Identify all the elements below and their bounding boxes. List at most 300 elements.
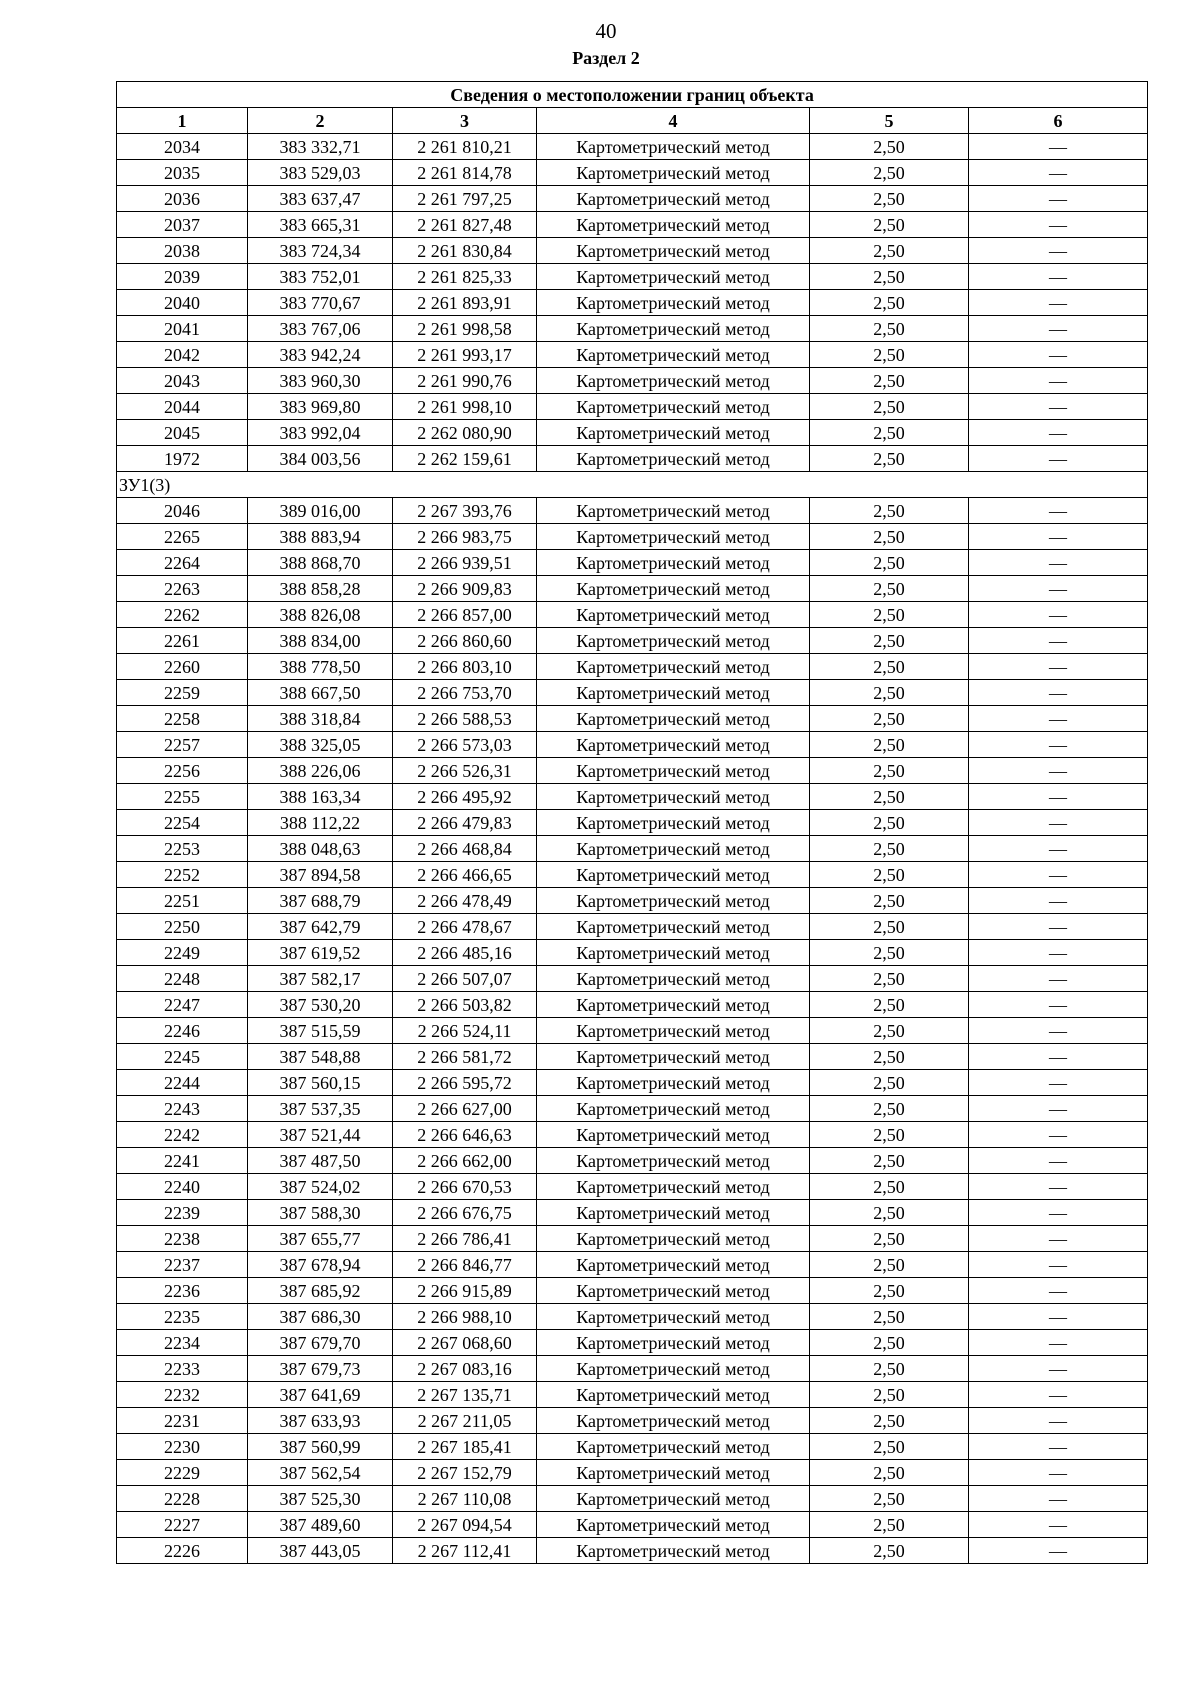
accuracy-cell: 2,50: [810, 1434, 969, 1460]
x-coordinate-cell: 387 678,94: [248, 1252, 393, 1278]
y-coordinate-cell: 2 266 860,60: [393, 628, 537, 654]
x-coordinate-cell: 387 548,88: [248, 1044, 393, 1070]
x-coordinate-cell: 388 318,84: [248, 706, 393, 732]
point-number-cell: 2265: [117, 524, 248, 550]
table-body: [117, 134, 1148, 1564]
x-coordinate-cell: 387 521,44: [248, 1122, 393, 1148]
description-cell: —: [969, 1330, 1148, 1356]
y-coordinate-cell: 2 266 983,75: [393, 524, 537, 550]
x-coordinate-cell: 387 560,15: [248, 1070, 393, 1096]
x-coordinate-cell: 388 163,34: [248, 784, 393, 810]
table-row: [117, 784, 1148, 810]
description-cell: —: [969, 1434, 1148, 1460]
method-cell: Картометрический метод: [537, 134, 810, 160]
x-coordinate-cell: 387 525,30: [248, 1486, 393, 1512]
y-coordinate-cell: 2 266 479,83: [393, 810, 537, 836]
x-coordinate-cell: 383 969,80: [248, 394, 393, 420]
method-cell: Картометрический метод: [537, 810, 810, 836]
x-coordinate-cell: 388 834,00: [248, 628, 393, 654]
point-number-cell: 2231: [117, 1408, 248, 1434]
y-coordinate-cell: 2 266 478,67: [393, 914, 537, 940]
x-coordinate-cell: 387 655,77: [248, 1226, 393, 1252]
description-cell: —: [969, 1408, 1148, 1434]
method-cell: Картометрический метод: [537, 238, 810, 264]
y-coordinate-cell: 2 266 466,65: [393, 862, 537, 888]
accuracy-cell: 2,50: [810, 1408, 969, 1434]
accuracy-cell: 2,50: [810, 1174, 969, 1200]
description-cell: —: [969, 524, 1148, 550]
point-number-cell: 2258: [117, 706, 248, 732]
description-cell: —: [969, 992, 1148, 1018]
y-coordinate-cell: 2 261 998,58: [393, 316, 537, 342]
method-cell: Картометрический метод: [537, 1070, 810, 1096]
accuracy-cell: 2,50: [810, 1382, 969, 1408]
method-cell: Картометрический метод: [537, 836, 810, 862]
point-number-cell: 2256: [117, 758, 248, 784]
description-cell: —: [969, 1122, 1148, 1148]
method-cell: Картометрический метод: [537, 1486, 810, 1512]
method-cell: Картометрический метод: [537, 186, 810, 212]
method-cell: Картометрический метод: [537, 1122, 810, 1148]
table-row: [117, 602, 1148, 628]
accuracy-cell: 2,50: [810, 1356, 969, 1382]
description-cell: —: [969, 212, 1148, 238]
accuracy-cell: 2,50: [810, 550, 969, 576]
description-cell: —: [969, 1174, 1148, 1200]
x-coordinate-cell: 387 489,60: [248, 1512, 393, 1538]
point-number-cell: 2259: [117, 680, 248, 706]
table-row: [117, 628, 1148, 654]
boundary-coordinates-table: [116, 81, 1148, 1564]
accuracy-cell: 2,50: [810, 1070, 969, 1096]
point-number-cell: 2239: [117, 1200, 248, 1226]
description-cell: —: [969, 498, 1148, 524]
point-number-cell: 2035: [117, 160, 248, 186]
accuracy-cell: 2,50: [810, 602, 969, 628]
x-coordinate-cell: 387 641,69: [248, 1382, 393, 1408]
point-number-cell: 2250: [117, 914, 248, 940]
accuracy-cell: 2,50: [810, 316, 969, 342]
method-cell: Картометрический метод: [537, 498, 810, 524]
table-row: [117, 1122, 1148, 1148]
description-cell: —: [969, 1018, 1148, 1044]
description-cell: —: [969, 602, 1148, 628]
description-cell: —: [969, 1096, 1148, 1122]
accuracy-cell: 2,50: [810, 732, 969, 758]
method-cell: Картометрический метод: [537, 1356, 810, 1382]
accuracy-cell: 2,50: [810, 1096, 969, 1122]
method-cell: Картометрический метод: [537, 914, 810, 940]
description-cell: —: [969, 680, 1148, 706]
accuracy-cell: 2,50: [810, 524, 969, 550]
point-number-cell: 2260: [117, 654, 248, 680]
description-cell: —: [969, 914, 1148, 940]
table-row: [117, 1200, 1148, 1226]
method-cell: Картометрический метод: [537, 1200, 810, 1226]
method-cell: Картометрический метод: [537, 628, 810, 654]
table-row: [117, 576, 1148, 602]
method-cell: Картометрический метод: [537, 888, 810, 914]
point-number-cell: 2242: [117, 1122, 248, 1148]
y-coordinate-cell: 2 266 857,00: [393, 602, 537, 628]
y-coordinate-cell: 2 266 478,49: [393, 888, 537, 914]
y-coordinate-cell: 2 261 810,21: [393, 134, 537, 160]
x-coordinate-cell: 383 724,34: [248, 238, 393, 264]
table-row: [117, 1408, 1148, 1434]
accuracy-cell: 2,50: [810, 212, 969, 238]
table-row: [117, 420, 1148, 446]
group-header-row: [117, 472, 1148, 498]
table-row: [117, 134, 1148, 160]
method-cell: Картометрический метод: [537, 368, 810, 394]
method-cell: Картометрический метод: [537, 316, 810, 342]
accuracy-cell: 2,50: [810, 264, 969, 290]
y-coordinate-cell: 2 266 988,10: [393, 1304, 537, 1330]
description-cell: —: [969, 628, 1148, 654]
method-cell: Картометрический метод: [537, 758, 810, 784]
accuracy-cell: 2,50: [810, 966, 969, 992]
x-coordinate-cell: 388 667,50: [248, 680, 393, 706]
x-coordinate-cell: 387 685,92: [248, 1278, 393, 1304]
accuracy-cell: 2,50: [810, 160, 969, 186]
table-row: [117, 654, 1148, 680]
table-row: [117, 1148, 1148, 1174]
method-cell: Картометрический метод: [537, 1044, 810, 1070]
y-coordinate-cell: 2 261 893,91: [393, 290, 537, 316]
y-coordinate-cell: 2 267 135,71: [393, 1382, 537, 1408]
accuracy-cell: 2,50: [810, 394, 969, 420]
point-number-cell: 2241: [117, 1148, 248, 1174]
description-cell: —: [969, 576, 1148, 602]
description-cell: —: [969, 1538, 1148, 1564]
accuracy-cell: 2,50: [810, 186, 969, 212]
x-coordinate-cell: 388 048,63: [248, 836, 393, 862]
x-coordinate-cell: 387 537,35: [248, 1096, 393, 1122]
description-cell: —: [969, 1486, 1148, 1512]
accuracy-cell: 2,50: [810, 888, 969, 914]
table-row: [117, 446, 1148, 472]
y-coordinate-cell: 2 262 159,61: [393, 446, 537, 472]
accuracy-cell: 2,50: [810, 758, 969, 784]
description-cell: —: [969, 706, 1148, 732]
table-row: [117, 550, 1148, 576]
point-number-cell: 2226: [117, 1538, 248, 1564]
y-coordinate-cell: 2 266 526,31: [393, 758, 537, 784]
method-cell: Картометрический метод: [537, 446, 810, 472]
x-coordinate-cell: 387 515,59: [248, 1018, 393, 1044]
x-coordinate-cell: 388 858,28: [248, 576, 393, 602]
accuracy-cell: 2,50: [810, 1122, 969, 1148]
accuracy-cell: 2,50: [810, 1304, 969, 1330]
description-cell: —: [969, 758, 1148, 784]
y-coordinate-cell: 2 266 909,83: [393, 576, 537, 602]
description-cell: —: [969, 394, 1148, 420]
table-row: [117, 966, 1148, 992]
x-coordinate-cell: 387 582,17: [248, 966, 393, 992]
x-coordinate-cell: 388 226,06: [248, 758, 393, 784]
point-number-cell: 2039: [117, 264, 248, 290]
y-coordinate-cell: 2 267 094,54: [393, 1512, 537, 1538]
point-number-cell: 2237: [117, 1252, 248, 1278]
y-coordinate-cell: 2 266 581,72: [393, 1044, 537, 1070]
description-cell: —: [969, 1278, 1148, 1304]
point-number-cell: 2227: [117, 1512, 248, 1538]
y-coordinate-cell: 2 266 670,53: [393, 1174, 537, 1200]
point-number-cell: 2038: [117, 238, 248, 264]
method-cell: Картометрический метод: [537, 706, 810, 732]
x-coordinate-cell: 387 588,30: [248, 1200, 393, 1226]
point-number-cell: 2228: [117, 1486, 248, 1512]
method-cell: Картометрический метод: [537, 732, 810, 758]
point-number-cell: 2043: [117, 368, 248, 394]
accuracy-cell: 2,50: [810, 628, 969, 654]
point-number-cell: 2243: [117, 1096, 248, 1122]
table-row: [117, 212, 1148, 238]
y-coordinate-cell: 2 262 080,90: [393, 420, 537, 446]
table-title: Сведения о местоположении границ объекта: [117, 82, 1148, 108]
y-coordinate-cell: 2 266 507,07: [393, 966, 537, 992]
accuracy-cell: 2,50: [810, 1278, 969, 1304]
table-row: [117, 992, 1148, 1018]
accuracy-cell: 2,50: [810, 342, 969, 368]
point-number-cell: 2252: [117, 862, 248, 888]
column-header: 6: [969, 108, 1148, 134]
point-number-cell: 2045: [117, 420, 248, 446]
method-cell: Картометрический метод: [537, 1408, 810, 1434]
y-coordinate-cell: 2 266 627,00: [393, 1096, 537, 1122]
accuracy-cell: 2,50: [810, 992, 969, 1018]
y-coordinate-cell: 2 266 573,03: [393, 732, 537, 758]
column-header: 4: [537, 108, 810, 134]
group-label: ЗУ1(3): [117, 472, 1148, 498]
x-coordinate-cell: 387 642,79: [248, 914, 393, 940]
accuracy-cell: 2,50: [810, 1330, 969, 1356]
y-coordinate-cell: 2 266 803,10: [393, 654, 537, 680]
point-number-cell: 2264: [117, 550, 248, 576]
point-number-cell: 2235: [117, 1304, 248, 1330]
table-row: [117, 1512, 1148, 1538]
description-cell: —: [969, 420, 1148, 446]
accuracy-cell: 2,50: [810, 368, 969, 394]
page-number: 40: [595, 19, 617, 43]
method-cell: Картометрический метод: [537, 1304, 810, 1330]
section-title: Раздел 2: [572, 48, 640, 68]
description-cell: —: [969, 290, 1148, 316]
accuracy-cell: 2,50: [810, 706, 969, 732]
table-row: [117, 316, 1148, 342]
y-coordinate-cell: 2 266 753,70: [393, 680, 537, 706]
table-row: [117, 1226, 1148, 1252]
accuracy-cell: 2,50: [810, 498, 969, 524]
table-row: [117, 914, 1148, 940]
table-row: [117, 160, 1148, 186]
accuracy-cell: 2,50: [810, 1226, 969, 1252]
method-cell: Картометрический метод: [537, 940, 810, 966]
description-cell: —: [969, 1044, 1148, 1070]
point-number-cell: 1972: [117, 446, 248, 472]
description-cell: —: [969, 1356, 1148, 1382]
method-cell: Картометрический метод: [537, 1148, 810, 1174]
accuracy-cell: 2,50: [810, 1252, 969, 1278]
y-coordinate-cell: 2 266 939,51: [393, 550, 537, 576]
table-row: [117, 706, 1148, 732]
accuracy-cell: 2,50: [810, 1460, 969, 1486]
x-coordinate-cell: 388 778,50: [248, 654, 393, 680]
table-row: [117, 394, 1148, 420]
point-number-cell: 2254: [117, 810, 248, 836]
table-row: [117, 758, 1148, 784]
y-coordinate-cell: 2 266 485,16: [393, 940, 537, 966]
x-coordinate-cell: 388 325,05: [248, 732, 393, 758]
method-cell: Картометрический метод: [537, 1096, 810, 1122]
description-cell: —: [969, 1252, 1148, 1278]
x-coordinate-cell: 387 487,50: [248, 1148, 393, 1174]
x-coordinate-cell: 387 443,05: [248, 1538, 393, 1564]
table-row: [117, 1174, 1148, 1200]
table-row: [117, 186, 1148, 212]
method-cell: Картометрический метод: [537, 966, 810, 992]
accuracy-cell: 2,50: [810, 680, 969, 706]
method-cell: Картометрический метод: [537, 784, 810, 810]
table-row: [117, 810, 1148, 836]
accuracy-cell: 2,50: [810, 446, 969, 472]
point-number-cell: 2034: [117, 134, 248, 160]
point-number-cell: 2262: [117, 602, 248, 628]
y-coordinate-cell: 2 267 211,05: [393, 1408, 537, 1434]
table-row: [117, 1044, 1148, 1070]
point-number-cell: 2238: [117, 1226, 248, 1252]
point-number-cell: 2234: [117, 1330, 248, 1356]
method-cell: Картометрический метод: [537, 1226, 810, 1252]
method-cell: Картометрический метод: [537, 1382, 810, 1408]
x-coordinate-cell: 383 332,71: [248, 134, 393, 160]
accuracy-cell: 2,50: [810, 914, 969, 940]
point-number-cell: 2248: [117, 966, 248, 992]
description-cell: —: [969, 264, 1148, 290]
column-header: 2: [248, 108, 393, 134]
description-cell: —: [969, 654, 1148, 680]
method-cell: Картометрический метод: [537, 524, 810, 550]
y-coordinate-cell: 2 266 595,72: [393, 1070, 537, 1096]
description-cell: —: [969, 550, 1148, 576]
point-number-cell: 2232: [117, 1382, 248, 1408]
x-coordinate-cell: 383 960,30: [248, 368, 393, 394]
description-cell: —: [969, 316, 1148, 342]
description-cell: —: [969, 186, 1148, 212]
x-coordinate-cell: 388 826,08: [248, 602, 393, 628]
y-coordinate-cell: 2 267 393,76: [393, 498, 537, 524]
description-cell: —: [969, 446, 1148, 472]
table-head: [117, 82, 1148, 134]
point-number-cell: 2245: [117, 1044, 248, 1070]
point-number-cell: 2042: [117, 342, 248, 368]
description-cell: —: [969, 1226, 1148, 1252]
column-header: 3: [393, 108, 537, 134]
point-number-cell: 2041: [117, 316, 248, 342]
table-row: [117, 524, 1148, 550]
method-cell: Картометрический метод: [537, 290, 810, 316]
x-coordinate-cell: 388 112,22: [248, 810, 393, 836]
method-cell: Картометрический метод: [537, 862, 810, 888]
table-row: [117, 498, 1148, 524]
method-cell: Картометрический метод: [537, 1538, 810, 1564]
description-cell: —: [969, 888, 1148, 914]
x-coordinate-cell: 383 770,67: [248, 290, 393, 316]
method-cell: Картометрический метод: [537, 1252, 810, 1278]
y-coordinate-cell: 2 261 830,84: [393, 238, 537, 264]
x-coordinate-cell: 389 016,00: [248, 498, 393, 524]
x-coordinate-cell: 383 665,31: [248, 212, 393, 238]
y-coordinate-cell: 2 266 524,11: [393, 1018, 537, 1044]
point-number-cell: 2251: [117, 888, 248, 914]
description-cell: —: [969, 160, 1148, 186]
point-number-cell: 2233: [117, 1356, 248, 1382]
y-coordinate-cell: 2 266 662,00: [393, 1148, 537, 1174]
y-coordinate-cell: 2 267 083,16: [393, 1356, 537, 1382]
table-row: [117, 836, 1148, 862]
table-row: [117, 1252, 1148, 1278]
table-row: [117, 1304, 1148, 1330]
method-cell: Картометрический метод: [537, 342, 810, 368]
table-row: [117, 1538, 1148, 1564]
point-number-cell: 2229: [117, 1460, 248, 1486]
description-cell: —: [969, 810, 1148, 836]
accuracy-cell: 2,50: [810, 1486, 969, 1512]
column-number-row: [117, 108, 1148, 134]
column-header: 5: [810, 108, 969, 134]
x-coordinate-cell: 387 686,30: [248, 1304, 393, 1330]
point-number-cell: 2036: [117, 186, 248, 212]
description-cell: —: [969, 1200, 1148, 1226]
table-row: [117, 1486, 1148, 1512]
description-cell: —: [969, 1382, 1148, 1408]
x-coordinate-cell: 387 562,54: [248, 1460, 393, 1486]
x-coordinate-cell: 383 942,24: [248, 342, 393, 368]
method-cell: Картометрический метод: [537, 680, 810, 706]
accuracy-cell: 2,50: [810, 654, 969, 680]
table-row: [117, 1356, 1148, 1382]
method-cell: Картометрический метод: [537, 1278, 810, 1304]
table-row: [117, 368, 1148, 394]
method-cell: Картометрический метод: [537, 550, 810, 576]
point-number-cell: 2230: [117, 1434, 248, 1460]
method-cell: Картометрический метод: [537, 1434, 810, 1460]
accuracy-cell: 2,50: [810, 1200, 969, 1226]
point-number-cell: 2263: [117, 576, 248, 602]
y-coordinate-cell: 2 266 503,82: [393, 992, 537, 1018]
method-cell: Картометрический метод: [537, 654, 810, 680]
x-coordinate-cell: 387 894,58: [248, 862, 393, 888]
description-cell: —: [969, 342, 1148, 368]
method-cell: Картометрический метод: [537, 394, 810, 420]
accuracy-cell: 2,50: [810, 576, 969, 602]
y-coordinate-cell: 2 266 915,89: [393, 1278, 537, 1304]
point-number-cell: 2255: [117, 784, 248, 810]
description-cell: —: [969, 238, 1148, 264]
table-row: [117, 1460, 1148, 1486]
y-coordinate-cell: 2 261 797,25: [393, 186, 537, 212]
y-coordinate-cell: 2 267 110,08: [393, 1486, 537, 1512]
table-row: [117, 1096, 1148, 1122]
accuracy-cell: 2,50: [810, 420, 969, 446]
y-coordinate-cell: 2 266 646,63: [393, 1122, 537, 1148]
description-cell: —: [969, 1304, 1148, 1330]
point-number-cell: 2249: [117, 940, 248, 966]
y-coordinate-cell: 2 266 588,53: [393, 706, 537, 732]
point-number-cell: 2247: [117, 992, 248, 1018]
method-cell: Картометрический метод: [537, 1330, 810, 1356]
point-number-cell: 2240: [117, 1174, 248, 1200]
